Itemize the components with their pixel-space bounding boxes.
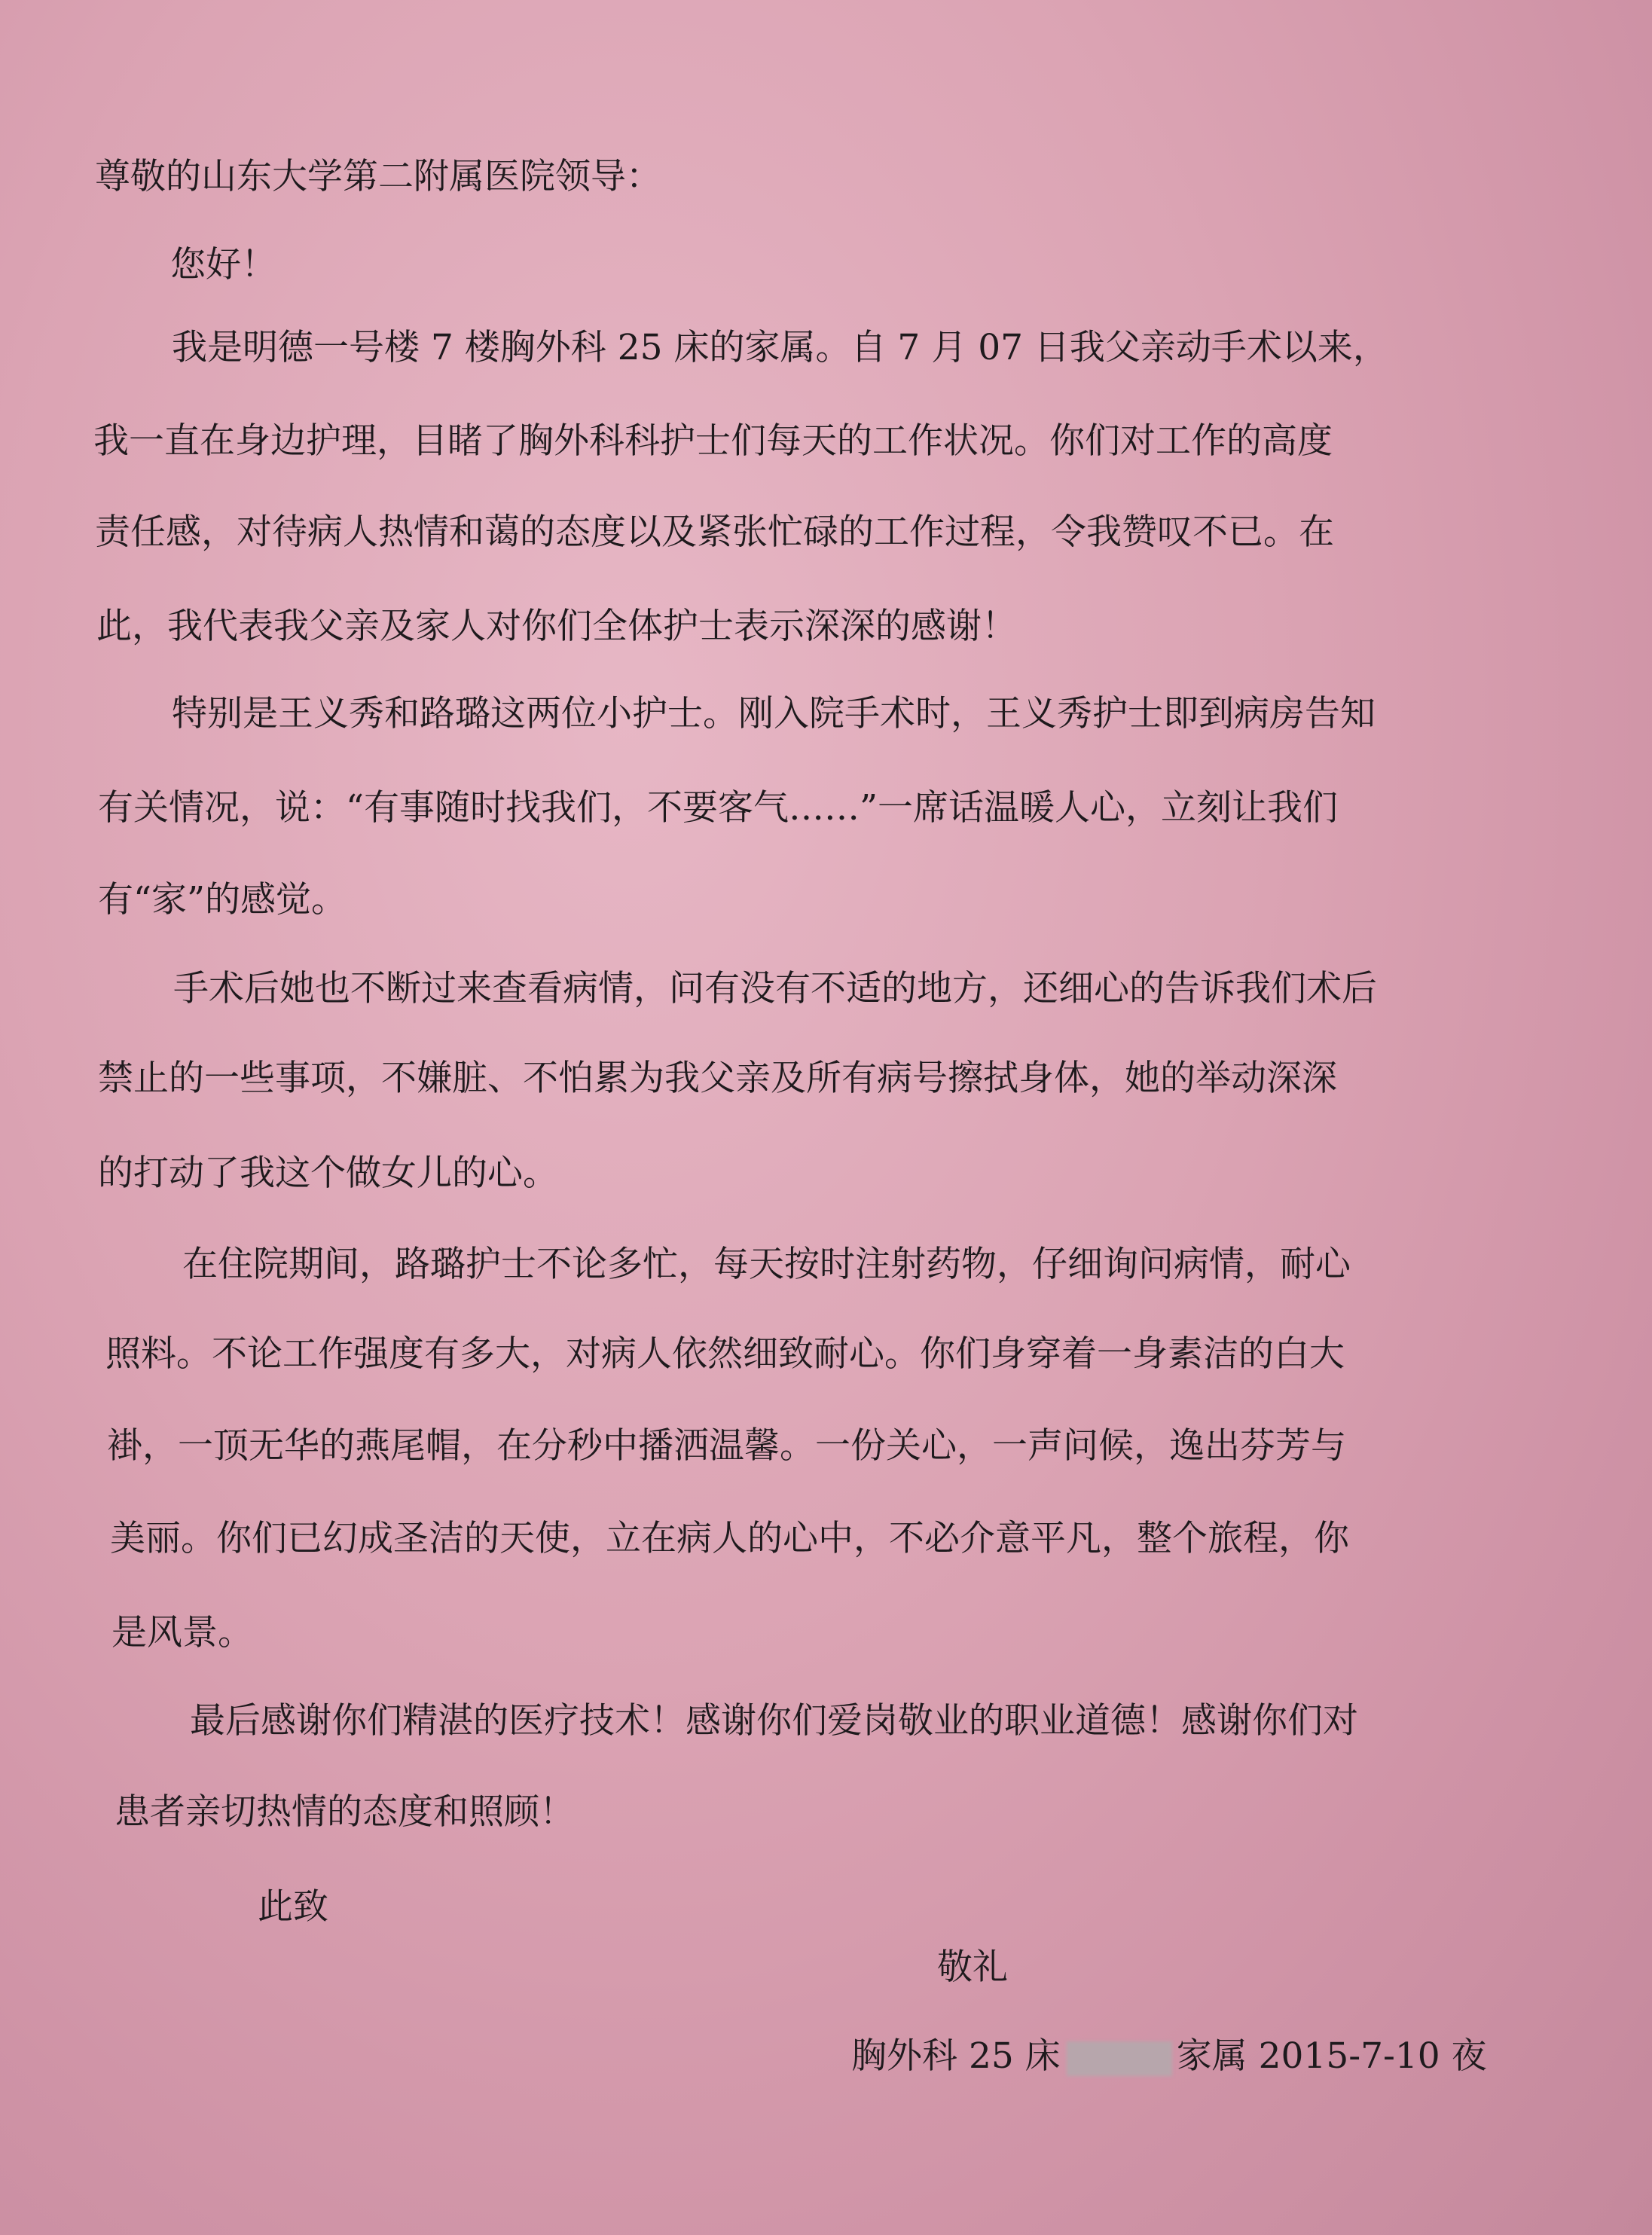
salutation: 尊敬的山东大学第二附属医院领导： <box>95 156 661 197</box>
greeting: 您好！ <box>170 244 276 285</box>
closing-jingli: 敬礼 <box>937 1946 1008 1988</box>
paragraph-4-line-4: 美丽。你们已幻成圣洁的天使，立在病人的心中，不必介意平凡，整个旅程，你 <box>110 1518 1349 1559</box>
paragraph-3-line-3: 的打动了我这个做女儿的心。 <box>98 1153 558 1194</box>
paragraph-1-line-1: 我是明德一号楼 7 楼胸外科 25 床的家属。自 7 月 07 日我父亲动手术以来， <box>172 327 1388 368</box>
paragraph-3-line-1: 手术后她也不断过来查看病情，问有没有不适的地方，还细心的告诉我们术后 <box>173 968 1377 1009</box>
closing-cizhi: 此致 <box>258 1886 328 1928</box>
signature <box>851 2034 1487 2079</box>
paragraph-1-line-2: 我一直在身边护理，目睹了胸外科科护士们每天的工作状况。你们对工作的高度 <box>93 420 1333 462</box>
paragraph-2-line-3: 有“家”的感觉。 <box>98 879 347 921</box>
paragraph-4-line-2: 照料。不论工作强度有多大，对病人依然细致耐心。你们身穿着一身素洁的白大 <box>105 1333 1345 1375</box>
paragraph-2-line-2: 有关情况，说：“有事随时找我们，不要客气……”一席话温暖人心，立刻让我们 <box>98 787 1339 829</box>
paragraph-1-line-3: 责任感，对待病人热情和蔼的态度以及紧张忙碌的工作过程，令我赞叹不已。在 <box>95 511 1334 553</box>
paragraph-5-line-1: 最后感谢你们精湛的医疗技术！感谢你们爱岗敬业的职业道德！感谢你们对 <box>190 1700 1358 1742</box>
signature-prefix: 胸外科 25 床 <box>851 2035 1061 2077</box>
paragraph-5-line-2: 患者亲切热情的态度和照顾！ <box>115 1791 575 1833</box>
signature-suffix: 家属 2015-7-10 夜 <box>1176 2035 1487 2077</box>
paragraph-4-line-1: 在住院期间，路璐护士不论多忙，每天按时注射药物，仔细询问病情，耐心 <box>182 1244 1351 1285</box>
paragraph-4-line-5: 是风景。 <box>111 1612 253 1653</box>
paragraph-3-line-2: 禁止的一些事项，不嫌脏、不怕累为我父亲及所有病号擦拭身体，她的举动深深 <box>98 1058 1337 1099</box>
paragraph-1-line-4: 此，我代表我父亲及家人对你们全体护士表示深深的感谢！ <box>96 606 1017 647</box>
paragraph-4-line-3: 褂，一顶无华的燕尾帽，在分秒中播洒温馨。一份关心，一声问候，逸出芬芳与 <box>107 1425 1346 1467</box>
paragraph-2-line-1: 特别是王义秀和路璐这两位小护士。刚入院手术时，王义秀护士即到病房告知 <box>172 693 1376 734</box>
redacted-name <box>1067 2041 1172 2076</box>
